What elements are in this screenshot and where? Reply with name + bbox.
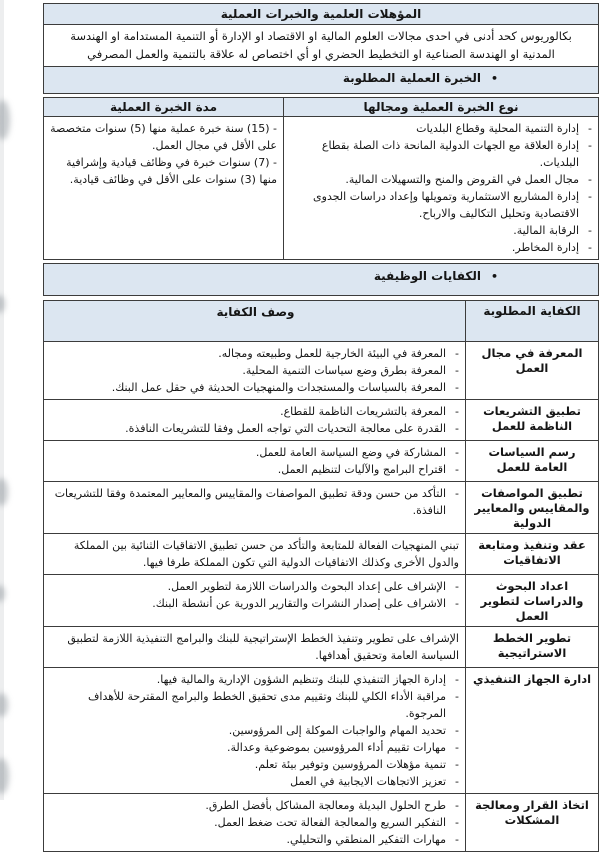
table-row — [44, 399, 598, 440]
competency-description — [44, 575, 465, 626]
list-item: - اقتراح البرامج والآليات لتنظيم العمل. — [52, 461, 459, 478]
competency-description — [44, 627, 465, 667]
list-item: - المعرفة بالتشريعات الناظمة للقطاع. — [52, 403, 459, 420]
bullet-icon: • — [490, 72, 498, 85]
list-item: - طرح الحلول البديلة ومعالجة المشاكل بأفضل الطرق. — [52, 797, 459, 814]
list-item: - التأكد من حسن ودقة تطبيق المواصفات والمقاييس والمعايير المعتمدة وفقا للتشريعات النافذة. — [52, 485, 459, 519]
scan-artifact — [0, 585, 5, 602]
competency-name: تطبيق التشريعات الناظمة للعمل — [465, 400, 598, 440]
competency-description — [44, 441, 465, 481]
competencies-heading-band — [43, 263, 599, 296]
competency-name: اعداد البحوث والدراسات لتطوير العمل — [465, 575, 598, 626]
col-header-experience-duration: مدة الخبرة العملية — [109, 100, 218, 114]
competency-name: تطبيق المواصفات والمقاييس والمعايير الدولية — [465, 482, 598, 533]
table-row — [44, 481, 598, 533]
scan-artifact — [0, 295, 5, 313]
list-item: الإشراف على تطوير وتنفيذ الخطط الإستراتيجية للبنك والبرامج التنفيذية اللازمة لتطبيق السياسة العامة وتحقيق أهدافها. — [67, 632, 459, 662]
experience-duration-cell — [44, 117, 283, 259]
col-header-experience-type: نوع الخبرة العملية ومجالها — [283, 98, 598, 116]
list-item: - (7) سنوات خبرة في وظائف قيادية وإشرافية منها (3) سنوات على الأقل في وظائف قيادية. — [66, 156, 277, 186]
scan-artifact — [0, 100, 10, 140]
table-row — [44, 626, 598, 667]
list-item: - تنمية مؤهلات المرؤوسين وتوفير بيئة تعلم. — [52, 756, 459, 773]
list-item: - المشاركة في وضع السياسة العامة للعمل. — [52, 444, 459, 461]
list-item: - إدارة الجهاز التنفيذي للبنك وتنظيم الشؤون الإدارية والمالية فيها. — [52, 671, 459, 688]
competency-description — [44, 482, 465, 533]
qualifications-section — [43, 3, 599, 94]
competency-description — [44, 794, 465, 851]
bullet-icon: • — [490, 270, 498, 283]
qualifications-title: المؤهلات العلمية والخبرات العملية — [44, 4, 598, 24]
competencies-table-header — [44, 301, 598, 341]
competency-name: تطوير الخطط الاستراتيجية — [465, 627, 598, 667]
competency-name: المعرفة في مجال العمل — [465, 342, 598, 399]
experience-heading: الخبرة العملية المطلوبة — [342, 71, 481, 85]
table-row — [44, 341, 598, 399]
list-item: - (15) سنة خبرة عملية منها (5) سنوات متخصصة على الأقل في مجال العمل. — [50, 122, 277, 152]
list-item: - القدرة على معالجة التحديات التي تواجه العمل وفقا للتشريعات النافذة. — [52, 420, 459, 437]
competencies-table — [43, 300, 599, 852]
table-row — [44, 793, 598, 851]
competency-description — [44, 342, 465, 399]
list-item: - الرقابة المالية. — [290, 222, 592, 239]
list-item: - الاشراف على إصدار النشرات والتقارير الدورية عن أنشطة البنك. — [52, 595, 459, 612]
table-row — [44, 533, 598, 574]
list-item: - التفكير السريع والمعالجة الفعالة تحت ضغط العمل. — [52, 814, 459, 831]
table-row — [44, 667, 598, 793]
document-body — [43, 3, 599, 852]
table-row — [44, 440, 598, 481]
list-item: - إدارة المشاريع الاستثمارية وتمويلها وإعداد دراسات الجدوى الاقتصادية وتحليل التكاليف والارباح. — [290, 188, 592, 222]
col-header-description: وصف الكفاية — [216, 305, 295, 319]
scan-artifact — [0, 758, 9, 794]
list-item: تبني المنهجيات الفعالة للمتابعة والتأكد من حسن تطبيق الاتفاقيات الثنائية بين المملكة والدول الأخرى وكذلك الاتفاقيات الدولية التي تكون المملكة طرفا فيها. — [73, 539, 459, 569]
scan-artifact — [0, 478, 8, 506]
experience-table-body — [44, 116, 598, 259]
competency-name: ادارة الجهاز التنفيذي — [465, 668, 598, 793]
experience-table — [43, 97, 599, 260]
list-item: - مهارات تقييم أداء المرؤوسين بموضوعية وعدالة. — [52, 739, 459, 756]
competency-name: رسم السياسات العامة للعمل — [465, 441, 598, 481]
competency-name: عقد وتنفيذ ومتابعة الاتفاقيات — [465, 534, 598, 574]
table-row — [44, 574, 598, 626]
competency-description — [44, 668, 465, 793]
list-item: - مهارات التفكير المنطقي والتحليلي. — [52, 831, 459, 848]
list-item: - مراقبة الأداء الكلي للبنك وتقييم مدى تحقيق الخطط والبرامج المقترحة للأهداف المرجوة. — [52, 688, 459, 722]
competencies-heading: الكفايات الوظيفية — [373, 269, 481, 283]
list-item: - إدارة العلاقة مع الجهات الدولية المانحة ذات الصلة بقطاع البلديات. — [290, 137, 592, 171]
list-item: - مجال العمل في القروض والمنح والتسهيلات المالية. — [290, 171, 592, 188]
competency-description — [44, 400, 465, 440]
col-header-competency: الكفاية المطلوبة — [465, 301, 598, 341]
scan-artifact — [0, 693, 8, 717]
list-item: - تحديد المهام والواجبات الموكلة إلى المرؤوسين. — [52, 722, 459, 739]
list-item: - إدارة المخاطر. — [290, 239, 592, 256]
experience-type-cell — [283, 117, 598, 259]
experience-heading-band — [44, 66, 598, 93]
list-item: - تعزيز الاتجاهات الايجابية في العمل — [52, 773, 459, 790]
competency-description — [44, 534, 465, 574]
competency-name: اتخاذ القرار ومعالجة المشكلات — [465, 794, 598, 851]
experience-table-header — [44, 98, 598, 116]
list-item: - إدارة التنمية المحلية وقطاع البلديات — [290, 120, 592, 137]
list-item: - الإشراف على إعداد البحوث والدراسات اللازمة لتطوير العمل. — [52, 578, 459, 595]
list-item: - المعرفة بطرق وضع سياسات التنمية المحلية. — [52, 362, 459, 379]
qualifications-text: بكالوريوس كحد أدنى في احدى مجالات العلوم المالية او الاقتصاد او الإدارة أو التنمية المستدامة او الهندسة المدنية او الهندسة الصناعية او التخطيط الحضري او أي اختصاص له علاقة بالتنمية والعمل المصرفي — [44, 24, 598, 66]
list-item: - المعرفة في البيئة الخارجية للعمل وطبيعته ومجاله. — [52, 345, 459, 362]
list-item: - المعرفة بالسياسات والمستجدات والمنهجيات الحديثة في حقل عمل البنك. — [52, 379, 459, 396]
